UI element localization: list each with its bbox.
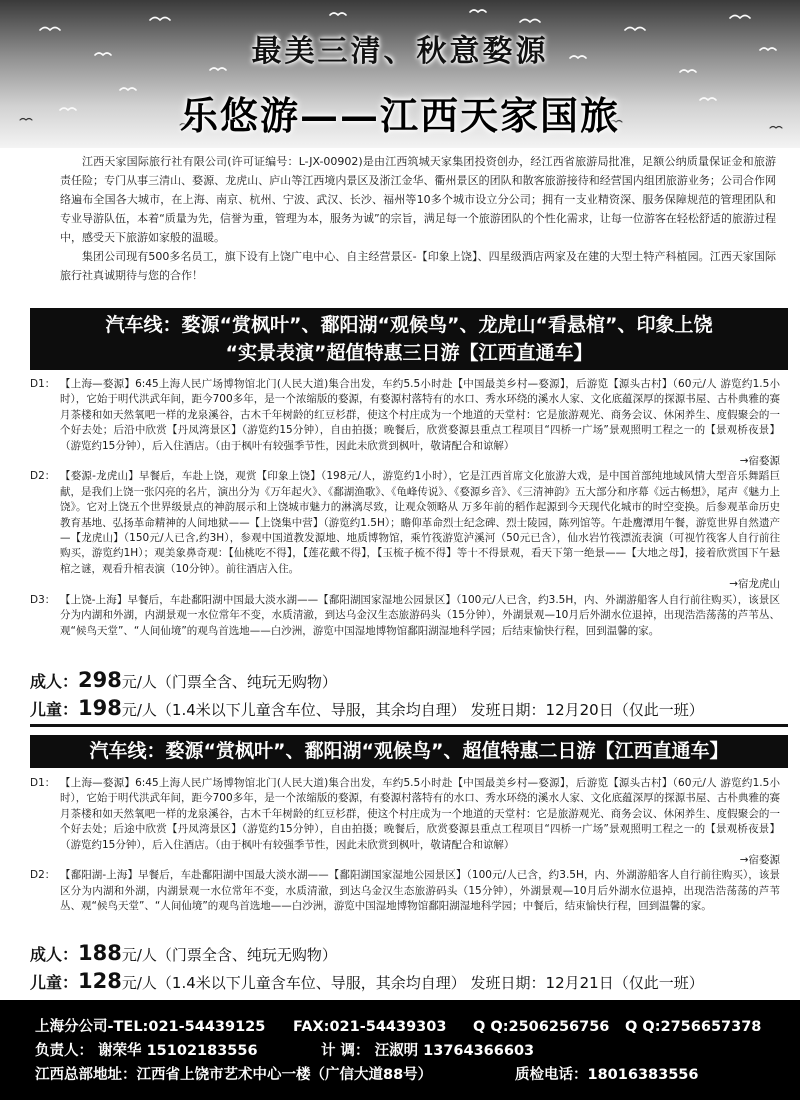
child-price-note: 元/人（1.4米以下儿童含车位、导服，其余均自理） 发班日期：12月21日（仅此一班） <box>121 974 704 992</box>
day-description: 【上海—婺源】6:45上海人民广场博物馆北门(人民大道)集合出发，车约5.5小时赴【中国最美乡村—婺源】，后游览【源头古村】（60元/人 游览约1.5小时），它始于明代洪武年间，距今700多年，是一个浓缩版的婺源，有婺源村落特有的水口、秀水环绕的溪水人家、文化底蕴深厚的探源书屋、古朴典雅的赛月茶楼和如天然氧吧一样的龙泉溪谷，古木千年树龄的红豆杉群，使这个村庄成为一个地道的天堂村：它是旅游观光、商务会议、休闲养生、度假聚会的一个好去处；后沿中欣赏【丹凤湾景区】（游览约15分钟），自由拍摄；晚餐后，欣赏婺源县重点工程项目“四桥一广场”景观照明工程之一的【景观桥夜景】（游览约15分钟），后入住酒店。（由于枫叶有较强季节性，因此未欣赏到枫叶，敬请配合和谅解） <box>60 378 780 452</box>
hq-address: 江西总部地址：江西省上饶市艺术中心一楼（广信大道88号） <box>35 1067 433 1083</box>
qq-1: Q Q:2506256756 <box>473 1019 610 1035</box>
day-overnight: →宿婺源 <box>739 455 780 468</box>
itinerary-day <box>30 776 780 868</box>
day-overnight: →宿婺源 <box>739 854 780 867</box>
route1-title-line1: 汽车线：婺源“赏枫叶”、鄱阳湖“观候鸟”、龙虎山“看悬棺”、印象上饶 <box>105 314 713 336</box>
adult-price: 298 <box>78 668 122 692</box>
route1-pricing <box>30 667 780 723</box>
itinerary-day <box>30 593 780 639</box>
day-description: 【鄱阳湖-上海】早餐后，车赴鄱阳湖中国最大淡水湖——【鄱阳湖国家湿地公园景区】（100元/人已含，约3.5H，内、外湖游船客人自行前往购买），该景区分为内湖和外湖，内湖景观一水位常年不变，水质清澈，到达乌金汉生态旅游码头（15分钟），外湖景观—10月后外湖水位退掉，出现浩浩荡荡的芦苇丛、观“候鸟天堂”、“人间仙境”的观鸟首选地——白沙洲，游览中国湿地博物馆鄱阳湖湿地科学园；中餐后，结束愉快行程，回到温馨的家。 <box>60 869 780 913</box>
adult-price-row <box>30 940 780 968</box>
contact-footer <box>0 1000 800 1100</box>
banner-slogan: 最美三清、秋意婺源 <box>251 34 549 69</box>
day-label: D1： <box>30 378 56 390</box>
child-price-row <box>30 968 780 996</box>
fax: FAX:021-54439303 <box>293 1019 447 1035</box>
footer-row-contact <box>35 1015 800 1039</box>
header-banner <box>0 0 800 148</box>
route2-title: 汽车线：婺源“赏枫叶”、鄱阳湖“观候鸟”、超值特惠二日游【江西直通车】 <box>89 740 729 762</box>
child-price: 128 <box>78 969 122 993</box>
branch-tel: 上海分公司-TEL:021-54439125 <box>35 1019 266 1035</box>
footer-row-address <box>35 1063 800 1087</box>
child-price: 198 <box>78 696 122 720</box>
adult-label: 成人： <box>30 672 79 691</box>
day-label: D2： <box>30 869 56 882</box>
child-label: 儿童： <box>30 700 79 719</box>
child-price-note: 元/人（1.4米以下儿童含车位、导服，其余均自理） 发班日期：12月20日（仅此一班） <box>121 701 704 719</box>
day-label: D3： <box>30 593 56 606</box>
adult-price-note: 元/人（门票全含、纯玩无购物） <box>121 946 337 964</box>
itinerary-day <box>30 469 780 592</box>
day-label: D2： <box>30 470 56 483</box>
itinerary-day <box>30 868 780 914</box>
day-overnight: →宿龙虎山 <box>729 578 780 591</box>
adult-price-note: 元/人（门票全含、纯玩无购物） <box>121 673 337 691</box>
route2-itinerary <box>30 776 780 915</box>
intro-paragraph: 集团公司现有500多名员工，旗下设有上饶广电中心、自主经营景区-【印象上饶】、四星级酒店两家及在建的大型土特产科植园。江西天家国际旅行社真诚期待与您的合作！ <box>60 250 776 282</box>
footer-row-staff <box>35 1039 800 1063</box>
day-label: D1： <box>30 777 56 789</box>
day-description: 【婺源-龙虎山】早餐后，车赴上饶，观赏【印象上饶】（198元/人，游览约1小时），它是江西首席文化旅游大戏，是中国首部纯地域风情大型音乐舞蹈巨献，是我们上饶一张闪亮的名片，演出分为《万年起火》、《鄱湖渔歌》、《龟峰传说》、《婺源乡音》、《三清神韵》五大部分和序幕《远古畅想》，尾声《魅力上饶》。它对上饶五个世界级景点的神韵展示和上饶城市魅力的淋漓尽致，让观众领略从 万多年前的稻作起源到今天现代化城市的时空变换。后参观革命历史教育基地、弘扬革命精神的人间地狱——【上饶集中营】（游览约1.5H）；瞻仰革命烈士纪念碑、烈士陵园，陈列馆等。午赴鹰潭用午餐，游览世界自然遗产—【龙虎山】（150元/人已含,约3H），参观中国道教发源地、地质博物馆，乘竹筏游览泸溪河（50元已含），仙水岩竹筏漂流表演（可视竹筏客人自行前往购买，游览约1H）；观美象鼻奇观：【仙桃吃不得】，【莲花戴不得】，【玉梳子梳不得】等十不得景观，看天下第一绝景——【大地之母】，接着欣赏国下午悬棺之谜，观看升棺表演（10分钟）。前往酒店入住。 <box>60 470 780 575</box>
banner-company-name: 乐悠游——江西天家国旅 <box>179 93 620 138</box>
company-introduction <box>60 152 776 285</box>
child-price-row <box>30 695 780 723</box>
adult-label: 成人： <box>30 945 79 964</box>
route1-itinerary <box>30 377 780 639</box>
adult-price: 188 <box>78 941 122 965</box>
section-divider <box>30 724 788 727</box>
day-description: 【上海—婺源】6:45上海人民广场博物馆北门(人民大道)集合出发，车约5.5小时赴【中国最美乡村—婺源】，后游览【源头古村】（60元/人 游览约1.5小时），它始于明代洪武年间，距今700多年，是一个浓缩版的婺源，有婺源村落特有的水口、秀水环绕的溪水人家、文化底蕴深厚的探源书屋、古朴典雅的赛月茶楼和如天然氧吧一样的龙泉溪谷，古木千年树龄的红豆杉群，使这个村庄成为一个地道的天堂村：它是旅游观光、商务会议、休闲养生、度假聚会的一个好去处；后途中欣赏【丹凤湾景区】（游览约15分钟），自由拍摄；晚餐后，欣赏婺源县重点工程项目“四桥一广场”景观照明工程之一的【景观桥夜景】（游览约15分钟），后入住酒店。（由于枫叶有较强季节性，因此未欣赏到枫叶，敬请配合和谅解） <box>60 777 780 851</box>
itinerary-day <box>30 377 780 469</box>
qq-2: Q Q:2756657378 <box>625 1019 762 1035</box>
route2-title-bar <box>30 735 788 768</box>
child-label: 儿童： <box>30 973 79 992</box>
dispatcher: 计 调： 汪淑明 13764366603 <box>321 1043 535 1059</box>
day-description: 【上饶-上海】早餐后，车赴鄱阳湖中国最大淡水湖——【鄱阳湖国家湿地公园景区】（100元/人已含，约3.5H，内、外湖游船客人自行前往购买），该景区分为内湖和外湖，内湖景观一水位常年不变，水质清澈，到达乌金汉生态旅游码头（15分钟），外湖景观—10月后外湖水位退掉，出现浩浩荡荡的芦苇丛、观“候鸟天堂”、“人间仙境”的观鸟首选地——白沙洲，游览中国湿地博物馆鄱阳湖湿地科学园；后结束愉快行程，回到温馨的家。 <box>60 593 780 637</box>
route1-title-bar <box>30 308 788 370</box>
adult-price-row <box>30 667 780 695</box>
manager: 负责人： 谢荣华 15102183556 <box>35 1043 258 1059</box>
route2-pricing <box>30 940 780 996</box>
route1-title-line2: “实景表演”超值特惠三日游【江西直通车】 <box>225 342 593 364</box>
quality-tel: 质检电话：18016383556 <box>515 1067 699 1083</box>
intro-paragraph: 江西天家国际旅行社有限公司(许可证编号：L-JX-00902)是由江西筑城天家集团投资创办，经江西省旅游局批准，足额公纳质量保证金和旅游责任险；专门从事三清山、婺源、龙虎山、庐山等江西境内景区及浙江金华、衢州景区的团队和散客旅游接待和经营国内组团旅游业务；公司合作网络遍布全国各大城市，在上海、南京、杭州、宁波、武汉、长沙、福州等10多个城市设立分公司；拥有一支业精资深、服务保障规范的管理团队和专业导游队伍，本着“质量为先，信誉为重，管理为本，服务为诚”的宗旨，满足每一个旅游团队的个性化需求，让每一位游客在轻松舒适的旅游过程中，感受天下旅游如家般的温暖。 <box>60 155 776 244</box>
